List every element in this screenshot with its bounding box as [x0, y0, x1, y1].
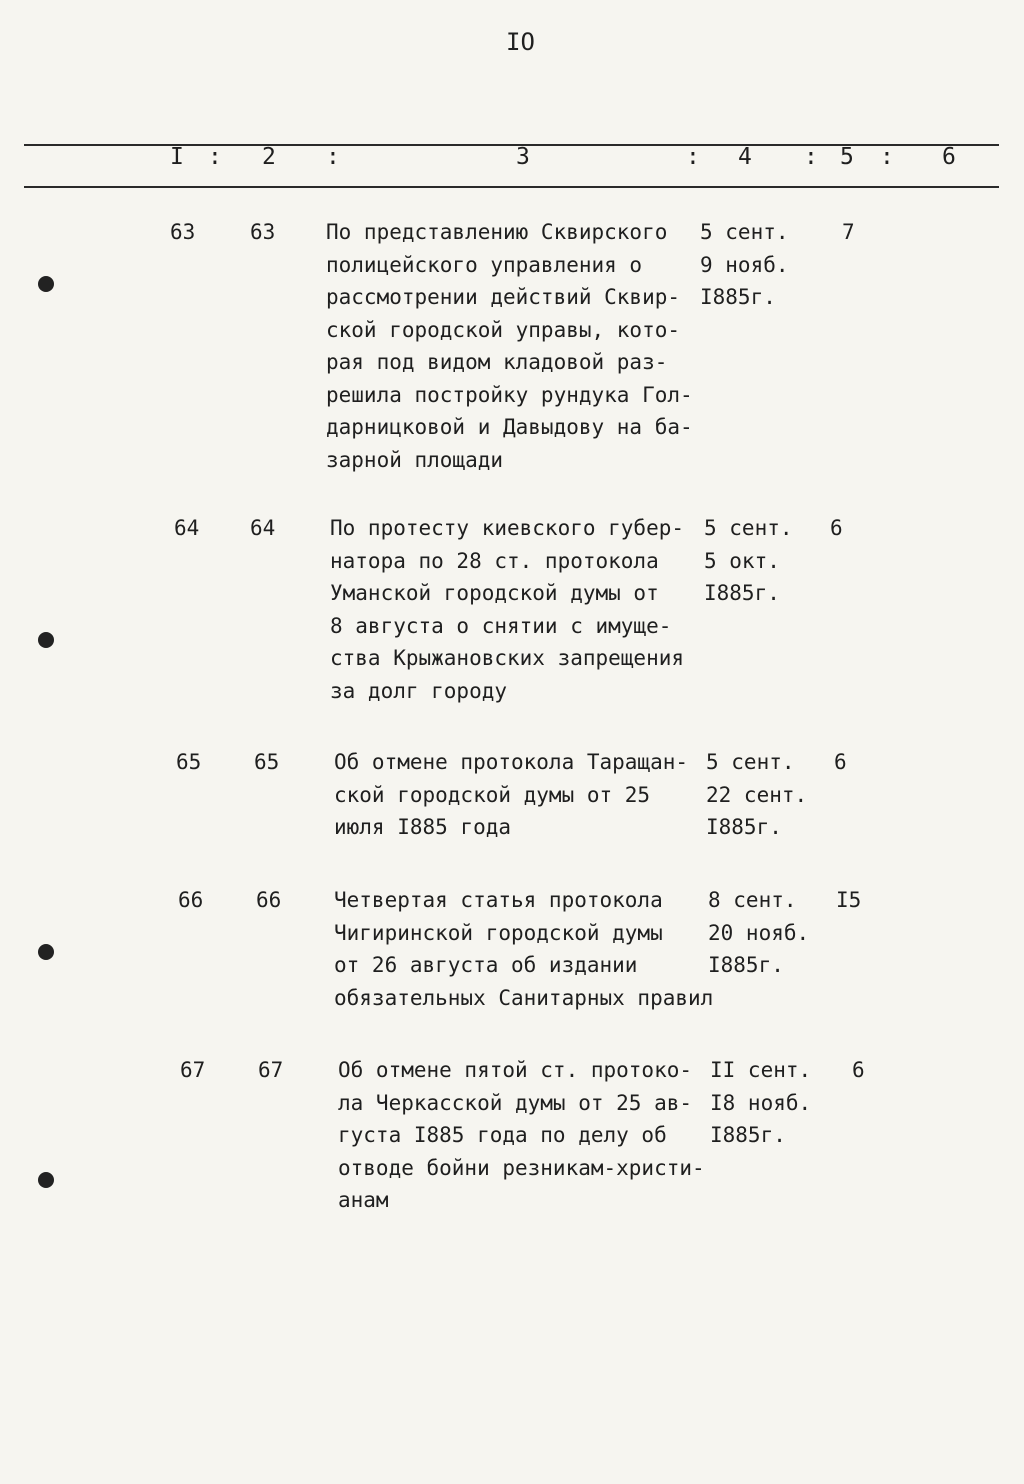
date-end: 20 нояб. — [708, 920, 810, 945]
description-line: По протесту киевского губер- — [330, 516, 685, 540]
date-year: I885г. — [706, 815, 782, 839]
header-col-6: 6 — [942, 144, 956, 170]
description-line: Четвертая статья протокола — [334, 888, 663, 912]
entry-dates — [700, 216, 789, 314]
description-line: рассмотрении действий Сквир- — [326, 285, 681, 309]
description-line: за долг городу — [330, 678, 508, 703]
entry-dates — [704, 512, 793, 610]
entry-description — [334, 884, 713, 1014]
entry-case-number: 64 — [250, 516, 276, 540]
description-line: Чигиринской городской думы — [334, 920, 663, 945]
entry-number: 65 — [176, 750, 202, 774]
entry-pages: I5 — [836, 888, 862, 912]
description-line: Об отмене протокола Таращан- — [334, 750, 689, 774]
entry-number: 67 — [180, 1058, 206, 1082]
description-line: решила постройку рундука Гол- — [326, 382, 693, 407]
description-line: ла Черкасской думы от 25 ав- — [338, 1090, 693, 1115]
description-line: июля I885 года — [334, 815, 512, 839]
entry-pages: 6 — [834, 750, 847, 774]
entry-case-number: 67 — [258, 1058, 284, 1082]
header-separator-3: : — [686, 144, 700, 170]
description-line: натора по 28 ст. протокола — [330, 548, 659, 573]
punch-hole — [38, 944, 54, 960]
entry-dates — [710, 1054, 811, 1152]
entry-number: 66 — [178, 888, 204, 912]
date-year: I885г. — [704, 581, 780, 605]
entry-description — [338, 1054, 705, 1217]
entry-pages: 7 — [842, 220, 855, 244]
description-line: Об отмене пятой ст. протоко- — [338, 1058, 693, 1082]
punch-hole — [38, 1172, 54, 1188]
entry-description — [334, 746, 688, 844]
description-line: обязательных Санитарных правил — [334, 985, 714, 1010]
description-line: рая под видом кладовой раз- — [326, 350, 668, 374]
entry-pages: 6 — [852, 1058, 865, 1082]
header-separator-2: : — [326, 144, 340, 170]
description-line: отводе бойни резникам-христи- — [338, 1155, 705, 1180]
description-line: анам — [338, 1188, 389, 1212]
header-bottom-rule — [24, 186, 999, 188]
punch-hole — [38, 276, 54, 292]
header-col-5: 5 — [840, 144, 854, 170]
description-line: зарной площади — [326, 447, 504, 472]
date-start: 5 сент. — [700, 220, 789, 244]
header-col-2: 2 — [262, 144, 276, 170]
date-start: 8 сент. — [708, 888, 797, 912]
date-start: 5 сент. — [704, 516, 793, 540]
header-col-3: 3 — [516, 144, 530, 170]
date-start: II сент. — [710, 1058, 812, 1082]
date-end: 5 окт. — [704, 548, 780, 573]
entry-case-number: 66 — [256, 888, 282, 912]
date-year: I885г. — [708, 953, 784, 977]
header-col-1: I — [170, 144, 184, 170]
date-year: I885г. — [710, 1123, 786, 1147]
entry-case-number: 65 — [254, 750, 280, 774]
entry-number: 63 — [170, 220, 196, 244]
entry-case-number: 63 — [250, 220, 276, 244]
date-end: 9 нояб. — [700, 252, 789, 277]
description-line: По представлению Сквирского — [326, 220, 668, 244]
punch-hole — [38, 632, 54, 648]
header-separator-1: : — [208, 144, 222, 170]
description-line: полицейского управления о — [326, 252, 643, 277]
entry-dates — [706, 746, 807, 844]
date-end: 22 сент. — [706, 782, 808, 807]
description-line: густа I885 года по делу об — [338, 1123, 667, 1147]
date-year: I885г. — [700, 285, 776, 309]
description-line: Уманской городской думы от — [330, 581, 659, 605]
description-line: ской городской думы от 25 — [334, 782, 651, 807]
header-separator-5: : — [880, 144, 894, 170]
description-line: от 26 августа об издании — [334, 953, 638, 977]
date-start: 5 сент. — [706, 750, 795, 774]
description-line: ской городской управы, кото- — [326, 317, 681, 342]
entry-number: 64 — [174, 516, 200, 540]
header-separator-4: : — [804, 144, 818, 170]
date-end: I8 нояб. — [710, 1090, 812, 1115]
header-col-4: 4 — [738, 144, 752, 170]
entry-description — [330, 512, 684, 707]
description-line: дарницковой и Давыдову на ба- — [326, 415, 693, 439]
entry-description — [326, 216, 693, 476]
entry-pages: 6 — [830, 516, 843, 540]
description-line: 8 августа о снятии с имуще- — [330, 613, 672, 638]
page-number: IO — [506, 28, 535, 56]
description-line: ства Крыжановских запрещения — [330, 646, 685, 670]
entry-dates — [708, 884, 809, 982]
